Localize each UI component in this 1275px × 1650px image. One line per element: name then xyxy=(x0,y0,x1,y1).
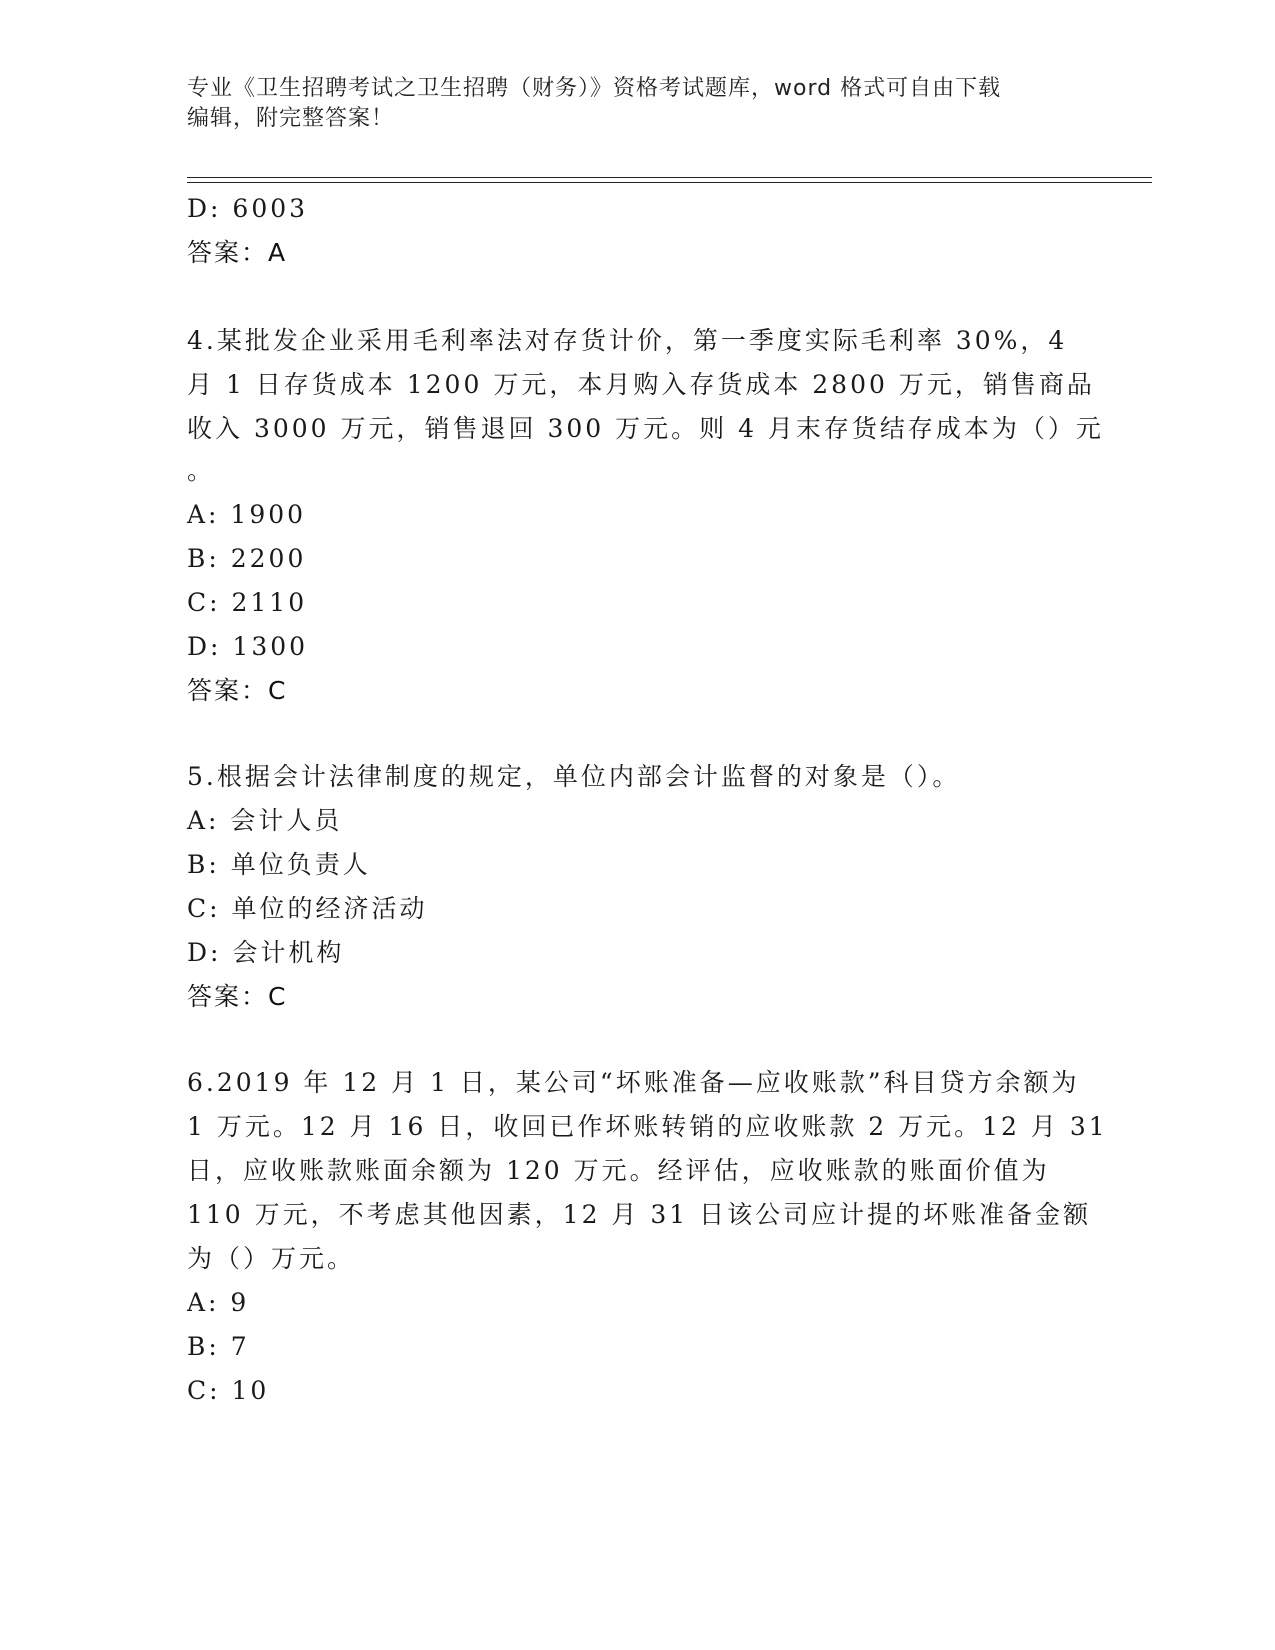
q3-option-d: D: 6003 xyxy=(187,194,309,223)
q6-option-b: B: 7 xyxy=(187,1332,250,1361)
q5-option-a: A: 会计人员 xyxy=(187,806,343,835)
header-line-1: 专业《卫生招聘考试之卫生招聘（财务）》资格考试题库，word 格式可自由下载 xyxy=(187,76,1002,101)
header-line-2: 编辑，附完整答案！ xyxy=(187,106,395,131)
q6-stem-line-4: 110 万元，不考虑其他因素，12 月 31 日该公司应计提的坏账准备金额 xyxy=(187,1200,1092,1229)
header-divider-bottom xyxy=(187,182,1152,183)
q4-stem-line-2: 月 1 日存货成本 1200 万元，本月购入存货成本 2800 万元，销售商品 xyxy=(187,370,1095,399)
q4-stem-line-4: 。 xyxy=(187,456,216,485)
q6-option-a: A: 9 xyxy=(187,1288,250,1317)
q6-stem-line-1: 6.2019 年 12 月 1 日，某公司“坏账准备—应收账款”科目贷方余额为 xyxy=(187,1068,1080,1097)
q4-option-a: A: 1900 xyxy=(187,500,307,529)
q5-option-d: D: 会计机构 xyxy=(187,938,345,967)
q6-stem-line-5: 为（）万元。 xyxy=(187,1244,356,1273)
header-divider-top xyxy=(187,177,1152,178)
q4-stem-line-3: 收入 3000 万元，销售退回 300 万元。则 4 月末存货结存成本为（）元 xyxy=(187,414,1104,443)
q4-option-d: D: 1300 xyxy=(187,632,309,661)
q4-stem-line-1: 4.某批发企业采用毛利率法对存货计价，第一季度实际毛利率 30%，4 xyxy=(187,326,1068,355)
q4-option-b: B: 2200 xyxy=(187,544,307,573)
q4-option-c: C: 2110 xyxy=(187,588,308,617)
q6-stem-line-3: 日，应收账款账面余额为 120 万元。经评估，应收账款的账面价值为 xyxy=(187,1156,1050,1185)
q6-option-c: C: 10 xyxy=(187,1376,270,1405)
q3-answer: 答案：A xyxy=(187,238,288,267)
document-header xyxy=(187,74,1087,134)
q5-stem-line-1: 5.根据会计法律制度的规定，单位内部会计监督的对象是（）。 xyxy=(187,762,961,791)
q5-option-c: C: 单位的经济活动 xyxy=(187,894,428,923)
q5-option-b: B: 单位负责人 xyxy=(187,850,371,879)
q6-stem-line-2: 1 万元。12 月 16 日，收回已作坏账转销的应收账款 2 万元。12 月 31 xyxy=(187,1112,1108,1141)
q5-answer: 答案：C xyxy=(187,982,288,1011)
q4-answer: 答案：C xyxy=(187,676,288,705)
